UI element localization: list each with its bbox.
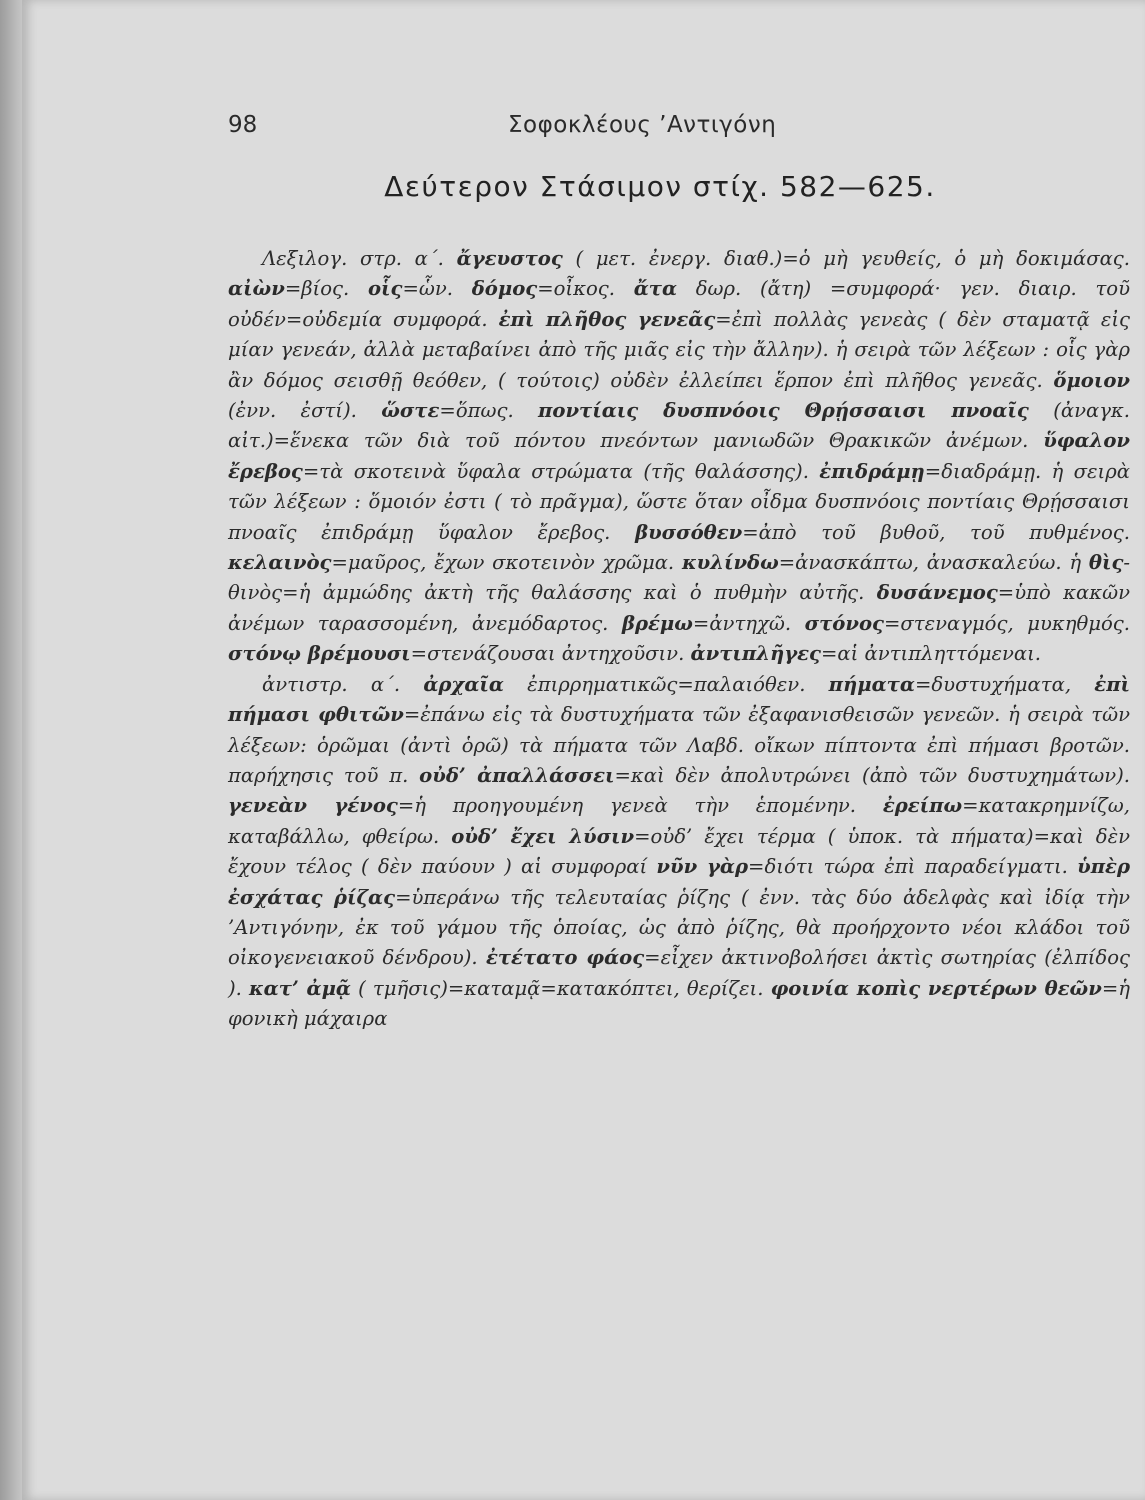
headword: ἐπὶ πλῆθος γενεᾶς [498,307,716,331]
gloss-text: =στενάζουσαι ἀντηχοῦσιν. [410,642,691,666]
gloss-text: δωρ. (ἄτη) =συμφορά· γεν. διαιρ. τοῦ οὐδέν=οὐδεμία συμφορά. [228,277,1130,331]
headword: γενεὰν γένος [228,794,398,818]
headword: ὑπὲρ ἐσχάτας ῥίζας [228,855,1130,909]
gloss-text: =ἀπὸ τοῦ βυθοῦ, τοῦ πυθμένος. [742,520,1131,544]
gloss-text: =καὶ δὲν ἀπολυτρώνει (ἀπὸ τῶν δυστυχημάτων). [614,763,1131,787]
page-number: 98 [228,112,258,138]
gloss-text: ἀντιστρ. α΄. [262,672,424,696]
headword: βυσσόθεν [635,520,743,544]
gloss-text: ἐπιρρηματικῶς=παλαιόθεν. [503,672,829,696]
headword: δυσάνεμος [876,581,998,605]
headword: ἄγευστος [456,247,563,270]
headword: ἐπιδράμῃ [819,459,925,483]
gloss-text: =ὑπεράνω τῆς τελευταίας ῥίζης ( ἐνν. τὰς δύο ἀδελφὰς καὶ ἰδίᾳ τὴν ’Αντιγόνην, ἐκ τοῦ γάμου τῆς ὁποίας, ὡς ἀπὸ ῥίζης, θὰ προήρχοντο νέοι κλάδοι τοῦ οἰκογενειακοῦ δένδρου). [228,885,1130,970]
gloss-text: =ὧν. [402,277,472,301]
gloss-text: -θινὸς=ἡ ἀμμώδης ἀκτὴ τῆς θαλάσσης καὶ ὁ πυθμὴν αὐτῆς. [228,551,1130,605]
headword: κελαινὸς [228,551,332,575]
headword: ὥστε [381,399,440,423]
paragraph-strophe [228,244,1130,670]
binding-edge [0,0,22,1500]
headword: κατ’ ἀμᾷ [249,976,351,1000]
headword: δόμος [471,277,538,301]
headword: ἀντιπλῆγες [690,642,821,666]
gloss-text: =ἡ προηγουμένη γενεὰ τὴν ἑπομένην. [397,794,883,818]
gloss-text: =κατακρημνίζω, καταβάλλω, φθείρω. [228,794,1130,848]
headword: ὕφαλον ἔρεβος [228,429,1130,483]
headword: ἐτέτατο φάος [485,946,645,970]
headword: ἐρείπω [882,794,963,818]
headword: ἐπὶ πήμασι φθιτῶν [228,672,1131,727]
paragraph-antistrophe [228,670,1130,1035]
headword: στόνος [804,611,884,635]
headword: θὶς [1088,551,1124,575]
gloss-text: ( τμῆσις)=καταμᾷ=κατακόπτει, θερίζει. [350,976,771,1000]
headword: ὅμοιον [1053,368,1130,392]
gloss-text: =διαδράμῃ. ἡ σειρὰ τῶν λέξεων : ὅμοιόν ἐστι ( τὸ πρᾶγμα), ὥστε ὅταν οἶδμα δυσπνόοις ποντίαις Θρῄσσαισι πνοαῖς ἐπιδράμῃ ὕφαλον ἔρεβος. [228,459,1130,544]
headword: οὐδ’ ἔχει λύσιν [451,824,635,848]
gloss-text: =ἡ φονικὴ μάχαιρα [228,976,1130,1031]
gloss-text: =τὰ σκοτεινὰ ὕφαλα στρώματα (τῆς θαλάσσης). [302,459,820,483]
gloss-text: =ὑπὸ κακῶν ἀνέμων ταρασσομένη, ἀνεμόδαρτος. [228,581,1130,635]
headword: οἷς [367,277,403,301]
headword: ἀρχαῖα [423,672,504,696]
gloss-text: =αἱ ἀντιπληττόμεναι. [821,642,1042,666]
gloss-text: =ἐπάνω εἰς τὰ δυστυχήματα τῶν ἐξαφανισθεισῶν γενεῶν. ἡ σειρὰ τῶν λέξεων: ὁρῶμαι (ἀντὶ ὁρῶ) τὰ πήματα τῶν Λαβδ. οἴκων πίπτοντα ἐπὶ πήμασι βροτῶν. παρήχησις τοῦ π. [228,703,1130,787]
gloss-text: ( μετ. ἐνεργ. διαθ.)=ὁ μὴ γευθείς, ὁ μὴ δοκιμάσας. [562,247,1131,270]
headword: ἄτα [633,277,678,301]
gloss-text: (ἐνν. ἐστί). [228,399,382,423]
headword: φοινία κοπὶς νερτέρων θεῶν [770,976,1102,1000]
gloss-text: =στεναγμός, μυκηθμός. [883,611,1130,635]
gloss-text: (ἀναγκ. αἰτ.)=ἕνεκα τῶν διὰ τοῦ πόντου πνεόντων μανιωδῶν Θρακικῶν ἀνέμων. [228,399,1130,453]
running-title: Σοφοκλέους ’Αντιγόνη [508,112,777,138]
gloss-text: =μαῦρος, ἔχων σκοτεινὸν χρῶμα. [331,551,682,575]
running-header [228,112,1088,148]
gloss-text: =ὅπως. [439,399,539,423]
gloss-text: Λεξιλογ. στρ. α΄. [262,247,457,270]
headword: βρέμω [621,611,693,635]
gloss-text: =ἀντηχῶ. [692,611,805,635]
gloss-text: =βίος. [284,277,368,301]
headword: οὐδ’ ἀπαλλάσσει [419,763,615,787]
gloss-text: =ἀνασκάπτω, ἀνασκαλεύω. ἡ [778,551,1089,575]
gloss-text: =οὐδ’ ἔχει τέρμα ( ὑποκ. τὰ πήματα)=καὶ δὲν ἔχουν τέλος ( δὲν παύουν ) αἱ συμφοραί [228,824,1131,879]
glossary-body [228,244,1130,1035]
headword: αἰὼν [228,277,285,301]
headword: ποντίαις δυσπνόοις Θρῄσσαισι πνοαῖς [538,399,1029,423]
gloss-text: =οἶκος. [537,277,634,301]
headword: κυλίνδω [681,551,779,575]
section-heading: Δεύτερον Στάσιμον στίχ. 582—625. [384,170,936,203]
gloss-text: =εἶχεν ἀκτινοβολήσει ἀκτὶς σωτηρίας (ἐλπίδος ). [228,946,1130,1000]
headword: νῦν γὰρ [656,855,749,879]
gloss-text: =ἐπὶ πολλὰς γενεὰς ( δὲν σταματᾷ εἰς μίαν γενεάν, ἀλλὰ μεταβαίνει ἀπὸ τῆς μιᾶς εἰς τὴν ἄλλην). ἡ σειρὰ τῶν λέξεων : οἷς γὰρ ἂν δόμος σεισθῇ θεόθεν, ( τούτοις) οὐδὲν ἐλλείπει ἕρπον ἐπὶ πλῆθος γενεᾶς. [228,307,1130,392]
headword: πήματα [828,672,915,696]
headword: στόνῳ βρέμουσι [228,642,411,666]
gloss-text: =δυστυχήματα, [914,672,1095,696]
gloss-text: =διότι τώρα ἐπὶ παραδείγματι. [748,855,1078,879]
